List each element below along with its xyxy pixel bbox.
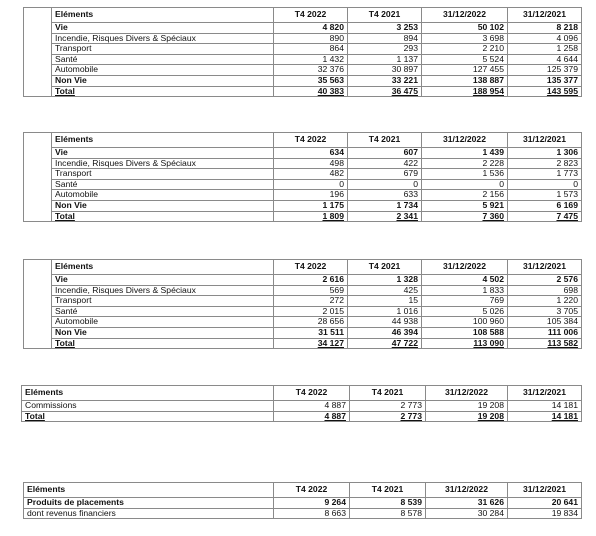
table-produits-placements (23, 482, 582, 519)
row-value: 2 210 (422, 44, 508, 55)
row-label: Commissions (22, 401, 274, 412)
header-elements: Eléments (52, 8, 274, 23)
row-value: 679 (348, 169, 422, 180)
row-value: 135 377 (508, 75, 582, 86)
row-label: Transport (52, 169, 274, 180)
table-row (24, 327, 582, 338)
row-value: 5 524 (422, 54, 508, 65)
header-col: T4 2021 (348, 8, 422, 23)
row-label: Vie (52, 23, 274, 34)
row-value: 30 897 (348, 65, 422, 76)
row-value: 2 773 (350, 411, 426, 422)
table-header-row (24, 260, 582, 275)
header-col: 31/12/2021 (508, 386, 582, 401)
row-label: dont revenus financiers (24, 508, 274, 519)
side-label-cell (24, 260, 52, 349)
table-row (24, 275, 582, 286)
table-row (24, 508, 582, 519)
header-elements: Eléments (24, 483, 274, 498)
row-value: 31 511 (274, 327, 348, 338)
table-row (24, 158, 582, 169)
row-value: 0 (274, 179, 348, 190)
header-col: 31/12/2022 (426, 483, 508, 498)
table-header-row (22, 386, 582, 401)
row-label: Incendie, Risques Divers & Spéciaux (52, 285, 274, 296)
row-label: Incendie, Risques Divers & Spéciaux (52, 158, 274, 169)
header-col: 31/12/2022 (422, 8, 508, 23)
row-value: 422 (348, 158, 422, 169)
table-row (24, 65, 582, 76)
row-value: 425 (348, 285, 422, 296)
row-value: 4 887 (274, 411, 350, 422)
header-col: T4 2021 (350, 386, 426, 401)
row-value: 498 (274, 158, 348, 169)
row-label: Vie (52, 148, 274, 159)
header-col: 31/12/2021 (508, 133, 582, 148)
header-elements: Eléments (22, 386, 274, 401)
table-row (24, 54, 582, 65)
header-col: T4 2022 (274, 8, 348, 23)
row-value: 5 026 (422, 306, 508, 317)
row-value: 1 175 (274, 200, 348, 211)
header-col: T4 2022 (274, 483, 350, 498)
header-col: T4 2022 (274, 133, 348, 148)
row-value: 8 539 (350, 498, 426, 509)
table-sinistres-regles (23, 259, 582, 349)
row-label: Vie (52, 275, 274, 286)
row-value: 698 (508, 285, 582, 296)
row-label: Santé (52, 179, 274, 190)
row-value: 4 096 (508, 33, 582, 44)
row-value: 111 006 (508, 327, 582, 338)
table-row (22, 411, 582, 422)
row-label: Incendie, Risques Divers & Spéciaux (52, 33, 274, 44)
row-value: 3 253 (348, 23, 422, 34)
side-label-cell (24, 8, 52, 97)
row-value: 47 722 (348, 338, 422, 349)
row-value: 113 090 (422, 338, 508, 349)
row-label: Non Vie (52, 75, 274, 86)
row-label: Total (52, 86, 274, 97)
row-value: 28 656 (274, 317, 348, 328)
row-label: Santé (52, 306, 274, 317)
row-value: 293 (348, 44, 422, 55)
row-value: 1 833 (422, 285, 508, 296)
row-value: 188 954 (422, 86, 508, 97)
row-value: 8 578 (350, 508, 426, 519)
row-value: 5 921 (422, 200, 508, 211)
table-header-row (24, 133, 582, 148)
row-label: Non Vie (52, 200, 274, 211)
table-row (24, 33, 582, 44)
header-col: 31/12/2022 (422, 133, 508, 148)
row-value: 1 536 (422, 169, 508, 180)
row-value: 4 820 (274, 23, 348, 34)
row-value: 1 306 (508, 148, 582, 159)
row-value: 108 588 (422, 327, 508, 338)
row-value: 2 156 (422, 190, 508, 201)
row-value: 20 641 (508, 498, 582, 509)
row-value: 1 809 (274, 211, 348, 222)
row-value: 4 502 (422, 275, 508, 286)
row-label: Automobile (52, 65, 274, 76)
row-label: Transport (52, 44, 274, 55)
row-value: 7 360 (422, 211, 508, 222)
row-value: 44 938 (348, 317, 422, 328)
row-value: 633 (348, 190, 422, 201)
row-value: 864 (274, 44, 348, 55)
table-row (24, 296, 582, 307)
row-value: 2 773 (350, 401, 426, 412)
row-value: 0 (422, 179, 508, 190)
row-value: 0 (348, 179, 422, 190)
header-elements: Eléments (52, 133, 274, 148)
row-value: 894 (348, 33, 422, 44)
row-value: 272 (274, 296, 348, 307)
table-row (24, 148, 582, 159)
table-row (24, 211, 582, 222)
row-value: 1 734 (348, 200, 422, 211)
table-row (24, 498, 582, 509)
row-value: 33 221 (348, 75, 422, 86)
row-label: Non Vie (52, 327, 274, 338)
row-value: 1 328 (348, 275, 422, 286)
row-value: 1 573 (508, 190, 582, 201)
row-value: 36 475 (348, 86, 422, 97)
row-value: 1 773 (508, 169, 582, 180)
table-row (24, 200, 582, 211)
row-value: 569 (274, 285, 348, 296)
row-value: 34 127 (274, 338, 348, 349)
row-value: 113 582 (508, 338, 582, 349)
row-value: 127 455 (422, 65, 508, 76)
table-header-row (24, 483, 582, 498)
row-value: 35 563 (274, 75, 348, 86)
row-value: 6 169 (508, 200, 582, 211)
row-value: 607 (348, 148, 422, 159)
row-value: 8 663 (274, 508, 350, 519)
table-header-row (24, 8, 582, 23)
header-col: 31/12/2022 (422, 260, 508, 275)
table-row (24, 285, 582, 296)
row-value: 1 016 (348, 306, 422, 317)
table-row (24, 75, 582, 86)
row-value: 19 208 (426, 411, 508, 422)
row-value: 1 439 (422, 148, 508, 159)
row-value: 9 264 (274, 498, 350, 509)
table-commissions (21, 385, 582, 422)
table-row (24, 179, 582, 190)
row-value: 1 220 (508, 296, 582, 307)
header-col: T4 2021 (348, 133, 422, 148)
row-value: 100 960 (422, 317, 508, 328)
row-label: Automobile (52, 317, 274, 328)
row-value: 634 (274, 148, 348, 159)
row-value: 40 383 (274, 86, 348, 97)
table-row (24, 23, 582, 34)
row-value: 2 616 (274, 275, 348, 286)
side-label-cell (24, 133, 52, 222)
table-row (22, 401, 582, 412)
row-value: 143 595 (508, 86, 582, 97)
row-value: 4 887 (274, 401, 350, 412)
row-value: 30 284 (426, 508, 508, 519)
row-value: 1 137 (348, 54, 422, 65)
row-value: 31 626 (426, 498, 508, 509)
row-value: 2 341 (348, 211, 422, 222)
row-value: 15 (348, 296, 422, 307)
table-row (24, 190, 582, 201)
row-value: 3 705 (508, 306, 582, 317)
header-col: T4 2021 (348, 260, 422, 275)
row-value: 19 834 (508, 508, 582, 519)
row-value: 46 394 (348, 327, 422, 338)
row-value: 7 475 (508, 211, 582, 222)
row-value: 1 432 (274, 54, 348, 65)
row-value: 105 384 (508, 317, 582, 328)
row-value: 2 228 (422, 158, 508, 169)
row-label: Total (52, 211, 274, 222)
row-value: 2 015 (274, 306, 348, 317)
header-col: T4 2022 (274, 260, 348, 275)
row-label: Produits de placements (24, 498, 274, 509)
row-value: 890 (274, 33, 348, 44)
header-elements: Eléments (52, 260, 274, 275)
row-value: 32 376 (274, 65, 348, 76)
row-label: Santé (52, 54, 274, 65)
row-value: 2 576 (508, 275, 582, 286)
table-row (24, 44, 582, 55)
row-value: 0 (508, 179, 582, 190)
row-value: 14 181 (508, 411, 582, 422)
table-row (24, 86, 582, 97)
row-label: Total (22, 411, 274, 422)
row-value: 4 644 (508, 54, 582, 65)
header-col: 31/12/2021 (508, 483, 582, 498)
table-primes-emises (23, 7, 582, 97)
row-value: 482 (274, 169, 348, 180)
row-value: 769 (422, 296, 508, 307)
row-label: Total (52, 338, 274, 349)
row-value: 125 379 (508, 65, 582, 76)
row-value: 138 887 (422, 75, 508, 86)
row-value: 19 208 (426, 401, 508, 412)
row-value: 8 218 (508, 23, 582, 34)
row-value: 2 823 (508, 158, 582, 169)
header-col: T4 2021 (350, 483, 426, 498)
row-label: Transport (52, 296, 274, 307)
table-row (24, 317, 582, 328)
row-value: 14 181 (508, 401, 582, 412)
row-value: 3 698 (422, 33, 508, 44)
row-value: 1 258 (508, 44, 582, 55)
header-col: 31/12/2022 (426, 386, 508, 401)
table-row (24, 169, 582, 180)
header-col: T4 2022 (274, 386, 350, 401)
header-col: 31/12/2021 (508, 8, 582, 23)
header-col: 31/12/2021 (508, 260, 582, 275)
table-primes-cedees (23, 132, 582, 222)
row-value: 196 (274, 190, 348, 201)
table-row (24, 306, 582, 317)
table-row (24, 338, 582, 349)
row-label: Automobile (52, 190, 274, 201)
row-value: 50 102 (422, 23, 508, 34)
